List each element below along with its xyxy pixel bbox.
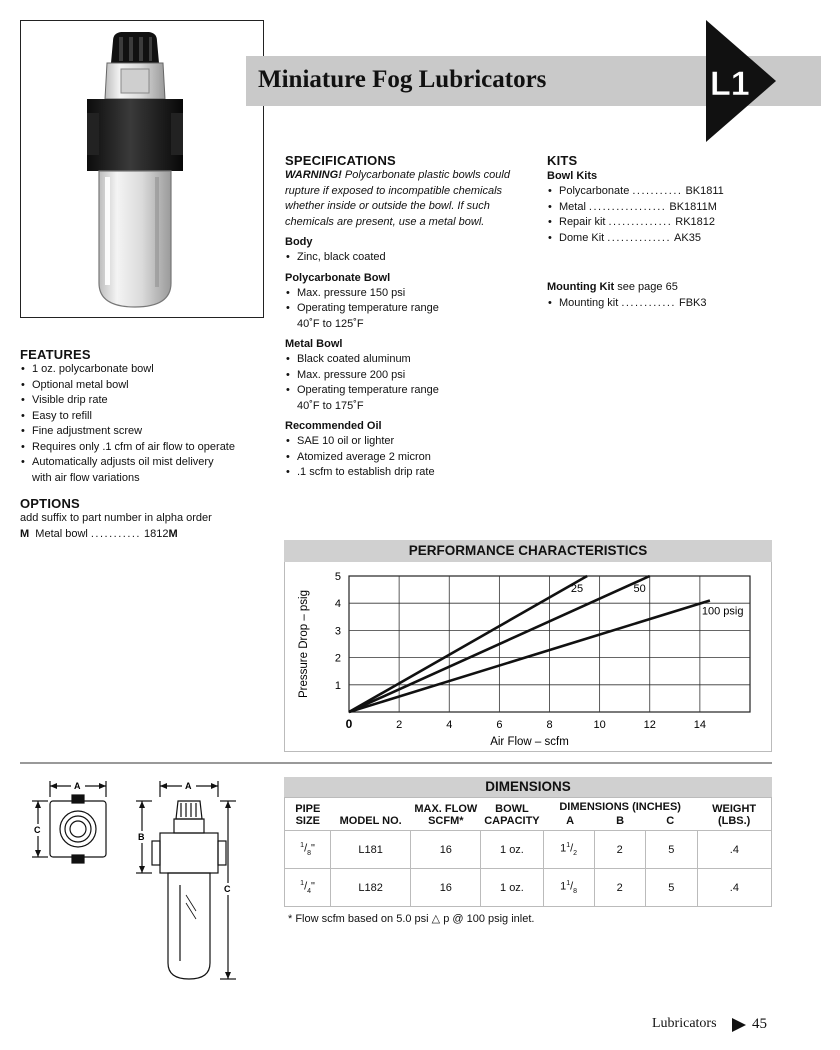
- option-label: Metal bowl: [35, 527, 88, 540]
- series-label-25: 25: [570, 583, 584, 595]
- cell-model: L182: [331, 869, 411, 907]
- page-title: Miniature Fog Lubricators: [258, 66, 547, 93]
- cell-flow: 16: [411, 869, 481, 907]
- warning-text: [285, 168, 515, 230]
- options-section: [20, 496, 260, 542]
- list-item: • 1 oz. polycarbonate bowl: [20, 362, 260, 378]
- list-item: • Requires only .1 cfm of air flow to operate: [20, 440, 260, 456]
- kits-section: [547, 153, 777, 311]
- option-item: [20, 527, 240, 543]
- section-divider: [20, 762, 772, 764]
- cell-c: 5: [645, 831, 697, 869]
- col-bowl: BOWL CAPACITY: [484, 803, 540, 827]
- list-item: [20, 455, 260, 486]
- kit-item: [547, 184, 777, 200]
- x-axis-label: Air Flow – scfm: [490, 736, 569, 748]
- option-code: M: [20, 527, 30, 540]
- dimensions-heading: DIMENSIONS: [284, 777, 772, 797]
- section-tab-label: L1: [710, 65, 750, 103]
- list-item: • .1 scfm to establish drip rate: [285, 465, 515, 481]
- y-tick-label: 1: [334, 679, 341, 692]
- performance-chart: [284, 562, 772, 752]
- list-item-text: Operating temperature range: [297, 302, 439, 314]
- option-value-number: 1812: [144, 527, 169, 540]
- cell-bowl: 1 oz.: [481, 831, 543, 869]
- y-axis-label: Pressure Drop – psig: [298, 589, 310, 699]
- col-pipe-size: PIPE SIZE: [295, 803, 321, 827]
- leader-dots: ............: [621, 296, 676, 309]
- series-label-50: 50: [633, 583, 646, 595]
- performance-heading: PERFORMANCE CHARACTERISTICS: [284, 540, 772, 562]
- features-section: [20, 347, 260, 486]
- kit-code: BK1811M: [669, 200, 717, 213]
- option-value-suffix: M: [168, 527, 178, 540]
- x-tick-label: 6: [496, 719, 503, 731]
- col-model: MODEL NO.: [339, 815, 402, 827]
- dim-label-a-side: A: [185, 781, 192, 791]
- cell-a: $1^1/_2$: [543, 831, 594, 869]
- kit-label: • Polycarbonate: [559, 185, 630, 197]
- y-tick-label: 2: [334, 652, 341, 665]
- leader-dots: ..............: [607, 231, 672, 244]
- dim-label-c: C: [34, 825, 41, 835]
- leader-dots: ...........: [632, 185, 683, 197]
- cell-model: L181: [331, 831, 411, 869]
- bowl-kits-list: [547, 184, 777, 246]
- dimensions-table: [284, 797, 772, 907]
- top-view-body: [50, 801, 106, 857]
- footer-arrow-icon: [732, 1018, 746, 1032]
- list-item: • Black coated aluminum: [285, 352, 515, 368]
- lubricator-photo-illustration: [21, 21, 263, 317]
- bowl-kits-heading: Bowl Kits: [547, 170, 598, 182]
- series-label-100-psig: 100 psig: [701, 605, 744, 618]
- kit-label: • Repair kit: [559, 216, 606, 228]
- cell-pipe-size: $^1/_8$": [285, 831, 331, 869]
- kit-code: RK1812: [675, 216, 716, 228]
- list-item: • Zinc, black coated: [285, 250, 515, 266]
- series-line-2: [349, 600, 710, 712]
- kit-code: AK35: [674, 231, 701, 244]
- polycarbonate-bowl-list: [285, 286, 515, 333]
- x-tick-label: 10: [593, 719, 606, 731]
- polycarbonate-bowl-heading: Polycarbonate Bowl: [285, 271, 391, 284]
- kit-item: [547, 231, 777, 247]
- recommended-oil-heading: Recommended Oil: [285, 420, 382, 432]
- list-item: • Fine adjustment screw: [20, 424, 260, 440]
- y-tick-label: 3: [334, 625, 341, 638]
- body-list: [285, 250, 515, 266]
- col-dimensions: DIMENSIONS (INCHES) A B C: [559, 801, 681, 827]
- cell-c: 5: [645, 869, 697, 907]
- features-list: [20, 362, 260, 486]
- metal-bowl-heading: Metal Bowl: [285, 338, 343, 350]
- kit-code: FBK3: [679, 296, 707, 309]
- warning-body: Polycarbonate plastic bowls could rupture if exposed to incompatible chemicals whether inside or outside the bowl. If such chemicals are present, use a metal bowl.: [285, 169, 510, 228]
- kit-label: • Dome Kit: [559, 231, 605, 244]
- metal-bowl-list: [285, 352, 515, 414]
- leader-dots: .................: [588, 200, 667, 213]
- chart-series: [349, 576, 710, 712]
- x-tick-label: 0: [345, 717, 353, 731]
- list-item-continuation: with air flow variations: [32, 471, 140, 484]
- list-item: • Easy to refill: [20, 409, 260, 425]
- y-tick-label: 5: [334, 571, 341, 583]
- col-a: A: [566, 815, 575, 827]
- cell-weight: .4: [697, 869, 771, 907]
- recommended-oil-list: [285, 434, 515, 481]
- dimensions-footnote: * Flow scfm based on 5.0 psi △ p @ 100 psig inlet.: [288, 913, 535, 925]
- list-item-continuation: 40˚F to 125˚F: [297, 317, 364, 330]
- kits-heading: KITS: [547, 153, 578, 168]
- kit-item: [547, 296, 777, 312]
- section-tab: [706, 20, 776, 142]
- cell-flow: 16: [411, 831, 481, 869]
- options-heading: OPTIONS: [20, 496, 80, 511]
- x-tick-label: 12: [643, 719, 656, 731]
- page-number: 45: [752, 1016, 767, 1032]
- cell-weight: .4: [697, 831, 771, 869]
- kit-label: • Metal: [559, 200, 586, 213]
- col-c: C: [666, 815, 675, 827]
- mounting-kit-line: [547, 280, 777, 296]
- table-header-row: [285, 798, 772, 831]
- y-tick-label: 4: [334, 598, 341, 611]
- col-b: B: [616, 815, 625, 827]
- body-heading: Body: [285, 236, 313, 248]
- list-item: • Max. pressure 200 psi: [285, 368, 515, 384]
- mounting-kit-note: see page 65: [617, 281, 678, 293]
- x-tick-label: 2: [396, 719, 403, 731]
- cell-a: $1^1/_8$: [543, 869, 594, 907]
- list-item: • SAE 10 oil or lighter: [285, 434, 515, 450]
- dim-label-a: A: [74, 781, 81, 791]
- side-view-body: [160, 833, 218, 873]
- features-heading: FEATURES: [20, 347, 91, 362]
- cell-bowl: 1 oz.: [481, 869, 543, 907]
- series-line-0: [349, 576, 587, 712]
- dimension-drawing: [20, 775, 260, 990]
- product-photo: [20, 20, 264, 318]
- kit-code: BK1811: [685, 185, 724, 197]
- list-item: • Optional metal bowl: [20, 378, 260, 394]
- list-item-text: Automatically adjusts oil mist delivery: [32, 456, 214, 468]
- leader-dots: ...........: [90, 527, 141, 540]
- chart-ticks: [335, 571, 706, 731]
- dim-label-c-side: C: [224, 884, 231, 894]
- list-item: • Visible drip rate: [20, 393, 260, 409]
- kit-item: [547, 215, 777, 231]
- mounting-kit-heading: Mounting Kit: [547, 281, 615, 293]
- kit-item: [547, 200, 777, 216]
- kit-label: • Mounting kit: [559, 296, 619, 309]
- cell-b: 2: [594, 869, 645, 907]
- x-tick-label: 4: [446, 719, 453, 731]
- list-item: • Atomized average 2 micron: [285, 450, 515, 466]
- list-item: [285, 301, 515, 332]
- list-item-text: Operating temperature range: [297, 384, 439, 396]
- side-view-bowl: [168, 873, 210, 979]
- options-note: add suffix to part number in alpha order: [20, 512, 212, 524]
- col-flow: MAX. FLOW SCFM*: [414, 803, 478, 827]
- footer-label: Lubricators: [652, 1016, 717, 1031]
- col-weight: WEIGHT (LBS.): [712, 803, 757, 827]
- list-item-continuation: 40˚F to 175˚F: [297, 399, 364, 412]
- cell-b: 2: [594, 831, 645, 869]
- x-tick-label: 8: [546, 719, 553, 731]
- specifications-heading: SPECIFICATIONS: [285, 153, 396, 168]
- table-row: [285, 831, 772, 869]
- option-value: [144, 527, 178, 543]
- dim-label-b: B: [138, 832, 145, 842]
- table-row: [285, 869, 772, 907]
- leader-dots: ..............: [608, 216, 673, 228]
- list-item: [285, 383, 515, 414]
- warning-label: WARNING!: [285, 169, 342, 181]
- x-tick-label: 14: [693, 719, 706, 731]
- list-item: • Max. pressure 150 psi: [285, 286, 515, 302]
- cell-pipe-size: $^1/_4$": [285, 869, 331, 907]
- specifications-section: [285, 153, 515, 481]
- mounting-kit-list: [547, 296, 777, 312]
